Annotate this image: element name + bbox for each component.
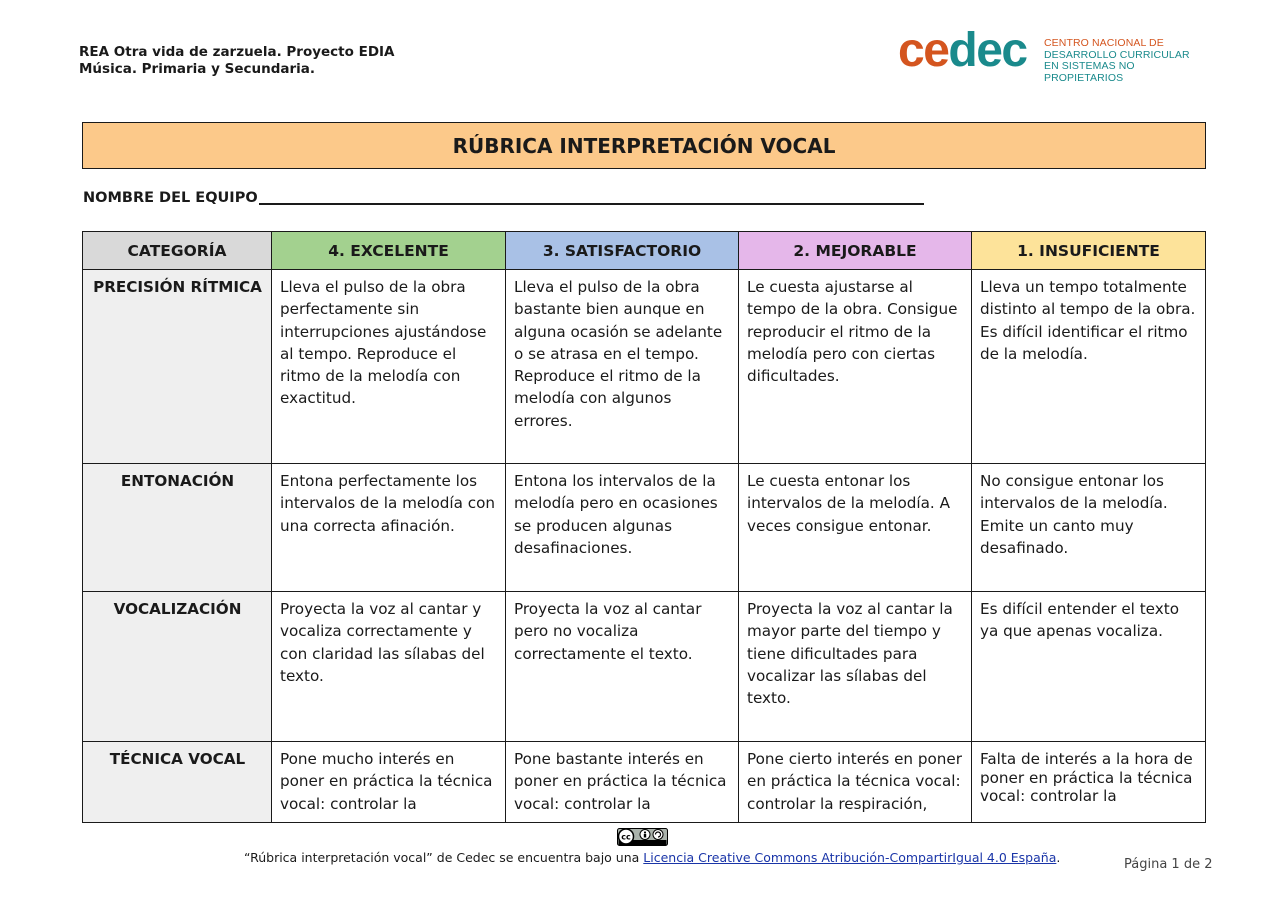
team-name-label: NOMBRE DEL EQUIPO — [83, 190, 258, 206]
logo-tagline — [1044, 38, 1208, 84]
table-cell: Proyecta la voz al cantar la mayor parte del tiempo y tiene dificultades para vocalizar las sílabas del texto. — [739, 592, 972, 742]
row-category: VOCALIZACIÓN — [83, 592, 272, 742]
table-cell: Lleva el pulso de la obra bastante bien aunque en alguna ocasión se adelante o se atrasa en el tempo. Reproduce el ritmo de la melodía con algunos errores. — [506, 270, 739, 464]
svg-text:cc: cc — [621, 832, 631, 842]
table-cell: Lleva el pulso de la obra perfectamente sin interrupciones ajustándose al tempo. Reproduce el ritmo de la melodía con exactitud. — [272, 270, 506, 464]
logo-tagline-line: DESARROLLO CURRICULAR — [1044, 48, 1190, 61]
team-name-blank — [259, 203, 924, 205]
logo-tagline-line: CENTRO NACIONAL DE — [1044, 37, 1164, 49]
header-level-1: 1. INSUFICIENTE — [972, 232, 1206, 270]
table-cell: Le cuesta entonar los intervalos de la melodía. A veces consigue entonar. — [739, 464, 972, 592]
header-row — [83, 232, 1206, 270]
table-row — [83, 742, 1206, 823]
row-category: ENTONACIÓN — [83, 464, 272, 592]
table-row — [83, 464, 1206, 592]
row-category: PRECISIÓN RÍTMICA — [83, 270, 272, 464]
header-category: CATEGORÍA — [83, 232, 272, 270]
row-category: TÉCNICA VOCAL — [83, 742, 272, 823]
cedec-logo — [898, 24, 1208, 84]
license-text-end: . — [1056, 850, 1061, 865]
table-cell: Lleva un tempo totalmente distinto al tempo de la obra. Es difícil identificar el ritmo de la melodía. — [972, 270, 1206, 464]
logo-word-part1: ce — [898, 24, 949, 77]
table-row — [83, 592, 1206, 742]
creative-commons-by-sa-icon — [617, 828, 668, 846]
logo-word-part2: dec — [948, 24, 1027, 77]
table-cell: Entona los intervalos de la melodía pero en ocasiones se producen algunas desafinaciones. — [506, 464, 739, 592]
rubric-table — [82, 231, 1206, 823]
document-header — [79, 44, 395, 78]
team-name-line — [83, 190, 983, 206]
table-cell: Entona perfectamente los intervalos de la melodía con una correcta afinación. — [272, 464, 506, 592]
rubric-title: RÚBRICA INTERPRETACIÓN VOCAL — [82, 122, 1206, 169]
header-level-4: 4. EXCELENTE — [272, 232, 506, 270]
license-link[interactable]: Licencia Creative Commons Atribución-CompartirIgual 4.0 España — [643, 850, 1057, 865]
table-cell: Es difícil entender el texto ya que apenas vocaliza. — [972, 592, 1206, 742]
logo-wordmark — [898, 24, 1027, 77]
table-cell: Falta de interés a la hora de poner en práctica la técnica vocal: controlar la — [972, 742, 1206, 823]
header-line-project: REA Otra vida de zarzuela. Proyecto EDIA — [79, 44, 395, 60]
license-notice — [244, 850, 1060, 865]
header-line-subject: Música. Primaria y Secundaria. — [79, 61, 315, 77]
table-cell: Proyecta la voz al cantar pero no vocaliza correctamente el texto. — [506, 592, 739, 742]
table-cell: Proyecta la voz al cantar y vocaliza correctamente y con claridad las sílabas del texto. — [272, 592, 506, 742]
table-cell: No consigue entonar los intervalos de la melodía. Emite un canto muy desafinado. — [972, 464, 1206, 592]
table-row — [83, 270, 1206, 464]
header-level-3: 3. SATISFACTORIO — [506, 232, 739, 270]
table-cell: Pone cierto interés en poner en práctica la técnica vocal: controlar la respiración, — [739, 742, 972, 823]
table-cell: Pone mucho interés en poner en práctica la técnica vocal: controlar la — [272, 742, 506, 823]
table-cell: Pone bastante interés en poner en práctica la técnica vocal: controlar la — [506, 742, 739, 823]
table-cell: Le cuesta ajustarse al tempo de la obra. Consigue reproducir el ritmo de la melodía pero con ciertas dificultades. — [739, 270, 972, 464]
logo-tagline-line: EN SISTEMAS NO PROPIETARIOS — [1044, 60, 1135, 84]
header-level-2: 2. MEJORABLE — [739, 232, 972, 270]
license-text: “Rúbrica interpretación vocal” de Cedec se encuentra bajo una — [244, 850, 644, 865]
page-number: Página 1 de 2 — [1124, 857, 1213, 872]
